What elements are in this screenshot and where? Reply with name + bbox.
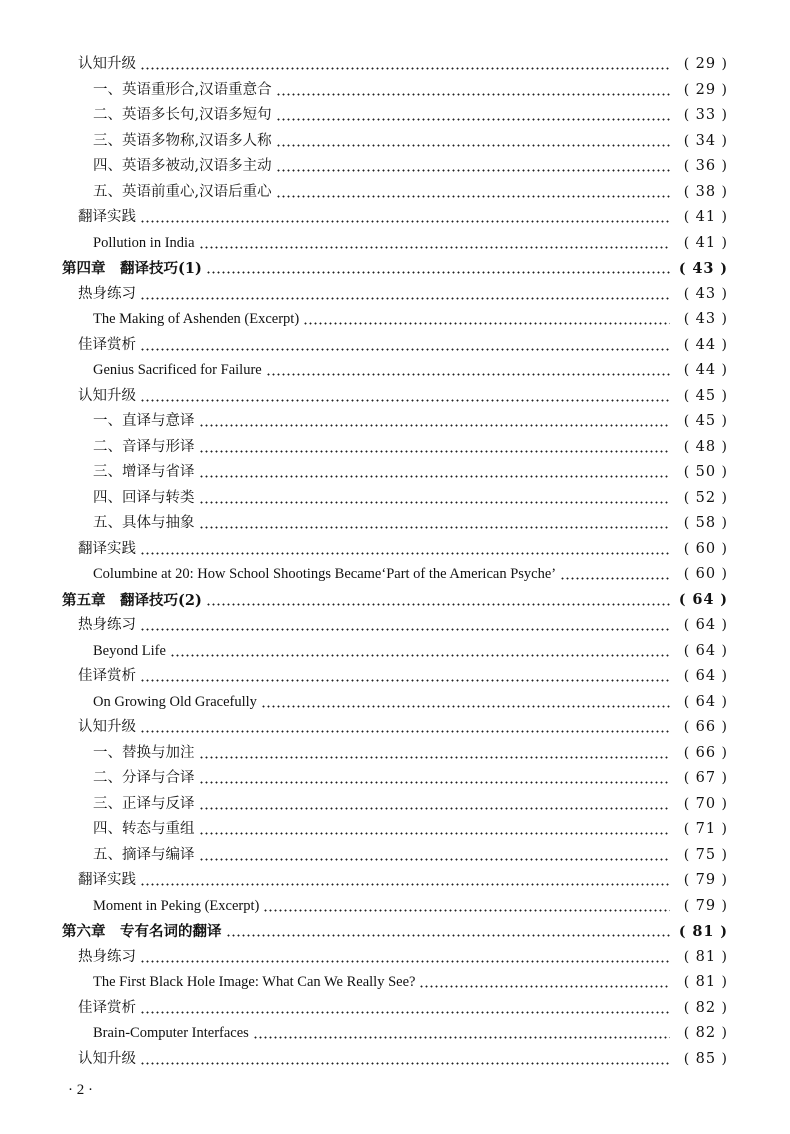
toc-subsection-entry[interactable] <box>0 435 790 461</box>
toc-entry-title: Beyond Life <box>93 642 166 659</box>
dot-leader <box>199 486 671 512</box>
toc-entry-page: ( 36 ) <box>683 158 728 174</box>
dot-leader <box>276 129 670 155</box>
dot-leader <box>140 333 670 359</box>
toc-entry-page: ( 82 ) <box>683 1025 728 1041</box>
toc-entry-page: ( 44 ) <box>683 362 728 378</box>
toc-subsection-entry[interactable] <box>0 180 790 206</box>
toc-entry-title: 一、英语重形合,汉语重意合 <box>93 81 272 98</box>
toc-entry-title: 认知升级 <box>78 719 136 735</box>
dot-leader <box>419 970 670 996</box>
toc-entry-page: ( 64 ) <box>683 617 728 633</box>
toc-entry-title: 翻译实践 <box>78 872 136 888</box>
page-number-value: 29 <box>695 81 717 98</box>
toc-entry-page: ( 64 ) <box>683 668 728 684</box>
toc-subsection-entry[interactable] <box>0 129 790 155</box>
page-number-value: 34 <box>695 132 717 149</box>
toc-section-entry[interactable] <box>0 1047 790 1073</box>
toc-entry-page: ( 34 ) <box>683 132 728 149</box>
toc-entry-page: ( 64 ) <box>683 642 728 659</box>
toc-subsection-entry[interactable] <box>0 741 790 767</box>
page-number-value: 66 <box>695 744 717 761</box>
dot-leader <box>140 205 670 231</box>
toc-entry-title: 第五章 翻译技巧(2) <box>62 591 202 609</box>
toc-entry-page: ( 67 ) <box>683 770 728 786</box>
toc-entry-page: ( 60 ) <box>683 566 728 582</box>
page-number-value: 58 <box>695 515 717 531</box>
dot-leader <box>170 639 670 665</box>
toc-entry-title: 二、英语多长句,汉语多短句 <box>93 107 272 123</box>
toc-entry-page: ( 45 ) <box>683 413 728 429</box>
toc-entry-page: ( 75 ) <box>683 846 728 863</box>
dot-leader <box>199 843 671 869</box>
page-number-value: 66 <box>695 719 717 735</box>
toc-entry-page: ( 43 ) <box>683 311 728 327</box>
toc-entry-page: ( 66 ) <box>683 719 728 735</box>
toc-entry-page: ( 41 ) <box>683 234 728 251</box>
dot-leader <box>303 307 670 333</box>
toc-subsection-entry[interactable] <box>0 358 790 384</box>
toc-entry-title: The Making of Ashenden (Excerpt) <box>93 311 300 327</box>
dot-leader <box>140 945 670 971</box>
toc-subsection-entry[interactable] <box>0 639 790 665</box>
page-number-value: 64 <box>695 617 717 633</box>
page-number-value: 43 <box>695 311 717 327</box>
toc-subsection-entry[interactable] <box>0 690 790 716</box>
dot-leader <box>199 511 671 537</box>
toc-subsection-entry[interactable] <box>0 307 790 333</box>
page-number-value: 41 <box>695 234 717 251</box>
toc-entry-title: Pollution in India <box>93 234 195 251</box>
toc-entry-title: 一、替换与加注 <box>93 744 195 761</box>
toc-section-entry[interactable] <box>0 205 790 231</box>
page-number-value: 64 <box>695 668 717 684</box>
toc-entry-page: ( 38 ) <box>683 183 728 200</box>
toc-subsection-entry[interactable] <box>0 970 790 996</box>
toc-subsection-entry[interactable] <box>0 894 790 920</box>
toc-entry-title: 三、英语多物称,汉语多人称 <box>93 132 272 149</box>
toc-entry-page: ( 64 ) <box>683 693 728 710</box>
dot-leader <box>560 562 670 588</box>
toc-entry-page: ( 41 ) <box>683 209 728 225</box>
dot-leader <box>276 78 670 104</box>
page-number-value: 75 <box>695 846 717 863</box>
toc-entry-title: 四、英语多被动,汉语多主动 <box>93 158 272 174</box>
toc-entry-title: The First Black Hole Image: What Can We Really See? <box>93 974 416 990</box>
page-number-value: 81 <box>695 974 717 990</box>
toc-entry-title: 二、分译与合译 <box>93 770 195 786</box>
toc-chapter-entry[interactable] <box>0 919 790 945</box>
dot-leader <box>263 894 670 920</box>
page-number-value: 29 <box>695 56 717 72</box>
dot-leader <box>140 996 670 1022</box>
page-number-value: 82 <box>695 1025 717 1041</box>
dot-leader <box>140 664 670 690</box>
page-number-value: 64 <box>692 591 715 608</box>
dot-leader <box>199 741 671 767</box>
toc-section-entry[interactable] <box>0 333 790 359</box>
toc-entry-title: 认知升级 <box>78 56 136 72</box>
toc-entry-page: ( 82 ) <box>683 999 728 1016</box>
toc-entry-page: ( 79 ) <box>683 897 728 914</box>
toc-entry-page: ( 81 ) <box>683 974 728 990</box>
toc-entry-page: ( 50 ) <box>683 464 728 480</box>
toc-entry-title: 一、直译与意译 <box>93 413 195 429</box>
toc-entry-page: ( 58 ) <box>683 515 728 531</box>
dot-leader <box>140 868 670 894</box>
toc-section-entry[interactable] <box>0 282 790 308</box>
toc-entry-title: Columbine at 20: How School Shootings Became‘Part of the American Psyche’ <box>93 566 557 582</box>
toc-entry-page: ( 81 ) <box>678 922 728 940</box>
toc-section-entry[interactable] <box>0 868 790 894</box>
toc-entry-title: 认知升级 <box>78 1050 136 1067</box>
toc-entry-title: 五、英语前重心,汉语后重心 <box>93 183 272 200</box>
toc-subsection-entry[interactable] <box>0 766 790 792</box>
toc-entry-title: 四、回译与转类 <box>93 489 195 506</box>
dot-leader <box>199 435 671 461</box>
dot-leader <box>199 460 671 486</box>
toc-entry-title: 三、增译与省译 <box>93 464 195 480</box>
toc-subsection-entry[interactable] <box>0 1021 790 1047</box>
toc-entry-page: ( 60 ) <box>683 540 728 557</box>
dot-leader <box>226 919 671 945</box>
toc-section-entry[interactable] <box>0 52 790 78</box>
dot-leader <box>140 1047 670 1073</box>
dot-leader <box>276 103 670 129</box>
page-number-value: 70 <box>695 795 717 812</box>
toc-entry-title: On Growing Old Gracefully <box>93 693 257 710</box>
toc-entry-page: ( 66 ) <box>683 744 728 761</box>
toc-section-entry[interactable] <box>0 664 790 690</box>
page-number-value: 45 <box>695 413 717 429</box>
toc-entry-page: ( 85 ) <box>683 1050 728 1067</box>
toc-entry-title: 热身练习 <box>78 617 136 633</box>
toc-subsection-entry[interactable] <box>0 103 790 129</box>
dot-leader <box>199 792 671 818</box>
page-number-value: 41 <box>695 209 717 225</box>
toc-entry-page: ( 45 ) <box>683 387 728 404</box>
dot-leader <box>199 817 671 843</box>
toc-entry-title: 五、摘译与编译 <box>93 846 195 863</box>
dot-leader <box>140 715 670 741</box>
toc-entry-title: 第四章 翻译技巧(1) <box>62 260 202 277</box>
toc-subsection-entry[interactable] <box>0 843 790 869</box>
toc-entry-page: ( 64 ) <box>678 591 728 608</box>
toc-subsection-entry[interactable] <box>0 231 790 257</box>
toc-entry-title: Brain-Computer Interfaces <box>93 1025 249 1041</box>
page-number-value: 64 <box>695 642 717 659</box>
toc-entry-title: 佳译赏析 <box>78 999 136 1016</box>
toc-entry-title: 二、音译与形译 <box>93 438 195 455</box>
toc-entry-title: 佳译赏析 <box>78 336 136 353</box>
toc-subsection-entry[interactable] <box>0 486 790 512</box>
page-number-value: 67 <box>695 770 717 786</box>
page-number-value: 45 <box>695 387 717 404</box>
toc-entry-page: ( 52 ) <box>683 489 728 506</box>
toc-entry-title: 热身练习 <box>78 285 136 302</box>
page-number-value: 43 <box>692 259 715 277</box>
toc-entry-page: ( 79 ) <box>683 872 728 888</box>
page-number-value: 82 <box>695 999 717 1016</box>
toc-entry-title: Genius Sacrificed for Failure <box>93 362 262 378</box>
toc-entry-title: 五、具体与抽象 <box>93 515 195 531</box>
toc-entry-title: 翻译实践 <box>78 209 136 225</box>
dot-leader <box>140 52 670 78</box>
page-number-value: 81 <box>692 922 715 940</box>
toc-subsection-entry[interactable] <box>0 792 790 818</box>
page-number-value: 79 <box>695 897 717 914</box>
toc-entry-page: ( 33 ) <box>683 107 728 123</box>
toc-chapter-entry[interactable] <box>0 588 790 614</box>
dot-leader <box>206 588 670 614</box>
toc-entry-page: ( 81 ) <box>683 948 728 965</box>
toc-entry-title: 三、正译与反译 <box>93 795 195 812</box>
toc-section-entry[interactable] <box>0 613 790 639</box>
toc-subsection-entry[interactable] <box>0 511 790 537</box>
dot-leader <box>266 358 670 384</box>
toc-section-entry[interactable] <box>0 945 790 971</box>
page-number-value: 38 <box>695 183 717 200</box>
page-number-value: 43 <box>695 285 717 302</box>
toc-entry-page: ( 48 ) <box>683 438 728 455</box>
page-number-value: 85 <box>695 1050 717 1067</box>
page-number-value: 48 <box>695 438 717 455</box>
toc-subsection-entry[interactable] <box>0 409 790 435</box>
toc-entry-page: ( 43 ) <box>683 285 728 302</box>
page-number-value: 79 <box>695 872 717 888</box>
page-number-value: 64 <box>695 693 717 710</box>
page-number-value: 60 <box>695 566 717 582</box>
page-number: · 2 · <box>68 1082 93 1098</box>
toc-entry-page: ( 29 ) <box>683 81 728 98</box>
toc-entry-title: 认知升级 <box>78 387 136 404</box>
dot-leader <box>206 256 670 282</box>
dot-leader <box>140 613 670 639</box>
page-number-value: 81 <box>695 948 717 965</box>
page-number-value: 33 <box>695 107 717 123</box>
toc-entry-title: 第六章 专有名词的翻译 <box>62 923 222 940</box>
dot-leader <box>199 231 671 257</box>
page-number-value: 44 <box>695 362 717 378</box>
toc-entry-page: ( 70 ) <box>683 795 728 812</box>
page-number-value: 50 <box>695 464 717 480</box>
toc-subsection-entry[interactable] <box>0 817 790 843</box>
toc-subsection-entry[interactable] <box>0 78 790 104</box>
dot-leader <box>140 384 670 410</box>
toc-entry-page: ( 43 ) <box>678 259 728 277</box>
toc-section-entry[interactable] <box>0 715 790 741</box>
toc-subsection-entry[interactable] <box>0 154 790 180</box>
toc-chapter-entry[interactable] <box>0 256 790 282</box>
page-number-value: 44 <box>695 336 717 353</box>
dot-leader <box>253 1021 670 1047</box>
toc-section-entry[interactable] <box>0 384 790 410</box>
toc-entry-title: 热身练习 <box>78 948 136 965</box>
dot-leader <box>199 766 671 792</box>
page-number-value: 36 <box>695 158 717 174</box>
page-number-value: 52 <box>695 489 717 506</box>
dot-leader <box>261 690 670 716</box>
toc-entry-title: 四、转态与重组 <box>93 821 195 837</box>
dot-leader <box>140 282 670 308</box>
dot-leader <box>199 409 671 435</box>
toc-subsection-entry[interactable] <box>0 460 790 486</box>
page-number-value: 60 <box>695 540 717 557</box>
dot-leader <box>276 180 670 206</box>
toc-section-entry[interactable] <box>0 996 790 1022</box>
table-of-contents <box>0 52 790 1072</box>
toc-subsection-entry[interactable] <box>0 562 790 588</box>
dot-leader <box>276 154 670 180</box>
toc-entry-title: Moment in Peking (Excerpt) <box>93 897 260 914</box>
page-number-value: 71 <box>695 821 717 837</box>
toc-entry-title: 佳译赏析 <box>78 668 136 684</box>
toc-entry-page: ( 71 ) <box>683 821 728 837</box>
dot-leader <box>140 537 670 563</box>
toc-entry-title: 翻译实践 <box>78 540 136 557</box>
toc-section-entry[interactable] <box>0 537 790 563</box>
toc-entry-page: ( 44 ) <box>683 336 728 353</box>
toc-entry-page: ( 29 ) <box>683 56 728 72</box>
